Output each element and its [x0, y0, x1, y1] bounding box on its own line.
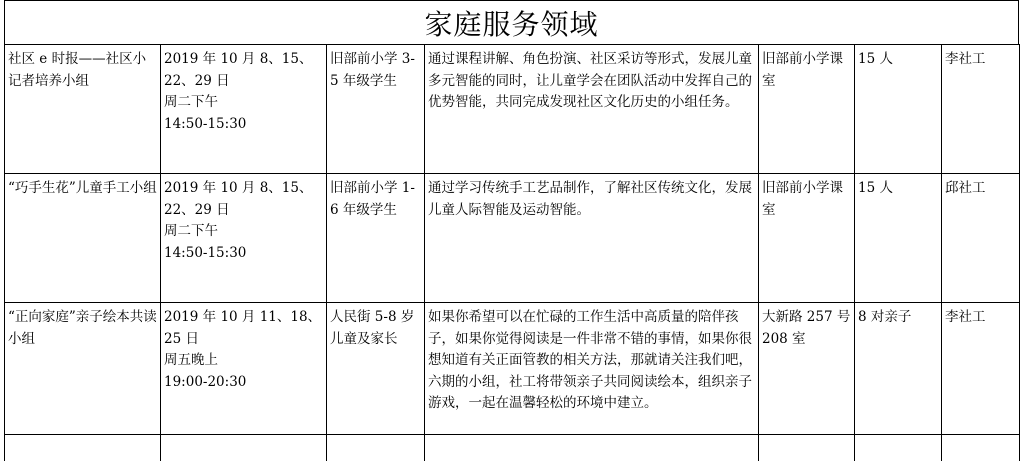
table-row: [5, 303, 1020, 435]
group-content: 如果你希望可以在忙碌的工作生活中高质量的陪伴孩子，如果你觉得阅读是一件非常不错的事情，如果你很想知道有关正面管教的相关方法，那就请关注我们吧，六期的小组，社工将带领亲子共同阅读绘本，组织亲子游戏，一起在温馨轻松的环境中建立。: [428, 307, 755, 415]
target-group: 人民街 5-8 岁儿童及家长: [330, 307, 421, 350]
table-row-partial: [5, 435, 1020, 461]
date-line: 周二下午: [164, 92, 323, 114]
schedule-table: [4, 44, 1020, 461]
date-line: 25 日: [164, 329, 323, 351]
count-cell: [855, 174, 942, 303]
empty-cell: [327, 435, 425, 461]
place-cell: [759, 45, 855, 174]
target-cell: [327, 303, 425, 435]
participant-count: 15 人: [858, 178, 938, 200]
group-name: “正向家庭”亲子绘本共读小组: [8, 307, 157, 350]
title-row: [4, 0, 1019, 44]
date-line: 2019 年 10 月 8、15、: [164, 178, 323, 200]
group-name: 社区 e 时报——社区小记者培养小组: [8, 49, 157, 92]
table-row: [5, 174, 1020, 303]
target-group: 旧部前小学 1-6 年级学生: [330, 178, 421, 221]
empty-cell: [425, 435, 759, 461]
place-cell: [759, 174, 855, 303]
staff-name: 李社工: [945, 307, 1016, 329]
venue: 旧部前小学课室: [762, 178, 851, 221]
date-line: 周二下午: [164, 221, 323, 243]
empty-cell: [855, 435, 942, 461]
table-row: [5, 45, 1020, 174]
empty-cell: [759, 435, 855, 461]
empty-cell: [161, 435, 327, 461]
page-title: 家庭服务领域: [424, 3, 598, 43]
staff-name: 李社工: [945, 49, 1016, 71]
content-cell: [425, 303, 759, 435]
group-name-cell: [5, 303, 161, 435]
venue: 大新路 257 号 208 室: [762, 307, 851, 350]
staff-cell: [942, 303, 1020, 435]
empty-cell: [942, 435, 1020, 461]
place-cell: [759, 303, 855, 435]
date-cell: [161, 45, 327, 174]
date-line: 周五晚上: [164, 350, 323, 372]
participant-count: 8 对亲子: [858, 307, 938, 329]
group-content: 通过课程讲解、角色扮演、社区采访等形式，发展儿童多元智能的同时，让儿童学会在团队活动中发挥自己的优势智能，共同完成发现社区文化历史的小组任务。: [428, 49, 755, 114]
date-line: 2019 年 10 月 8、15、: [164, 49, 323, 71]
staff-cell: [942, 174, 1020, 303]
date-line: 14:50-15:30: [164, 243, 323, 265]
date-line: 22、29 日: [164, 200, 323, 222]
date-line: 2019 年 10 月 11、18、: [164, 307, 323, 329]
date-cell: [161, 174, 327, 303]
date-line: 22、29 日: [164, 71, 323, 93]
staff-name: 邱社工: [945, 178, 1016, 200]
group-name-cell: [5, 174, 161, 303]
date-line: 14:50-15:30: [164, 114, 323, 136]
count-cell: [855, 303, 942, 435]
target-cell: [327, 45, 425, 174]
venue: 旧部前小学课室: [762, 49, 851, 92]
empty-cell: [5, 435, 161, 461]
group-content: 通过学习传统手工艺品制作，了解社区传统文化，发展儿童人际智能及运动智能。: [428, 178, 755, 221]
group-name-cell: [5, 45, 161, 174]
date-cell: [161, 303, 327, 435]
staff-cell: [942, 45, 1020, 174]
target-cell: [327, 174, 425, 303]
group-name: “巧手生花”儿童手工小组: [8, 178, 157, 200]
content-cell: [425, 45, 759, 174]
participant-count: 15 人: [858, 49, 938, 71]
count-cell: [855, 45, 942, 174]
content-cell: [425, 174, 759, 303]
target-group: 旧部前小学 3-5 年级学生: [330, 49, 421, 92]
date-line: 19:00-20:30: [164, 372, 323, 394]
